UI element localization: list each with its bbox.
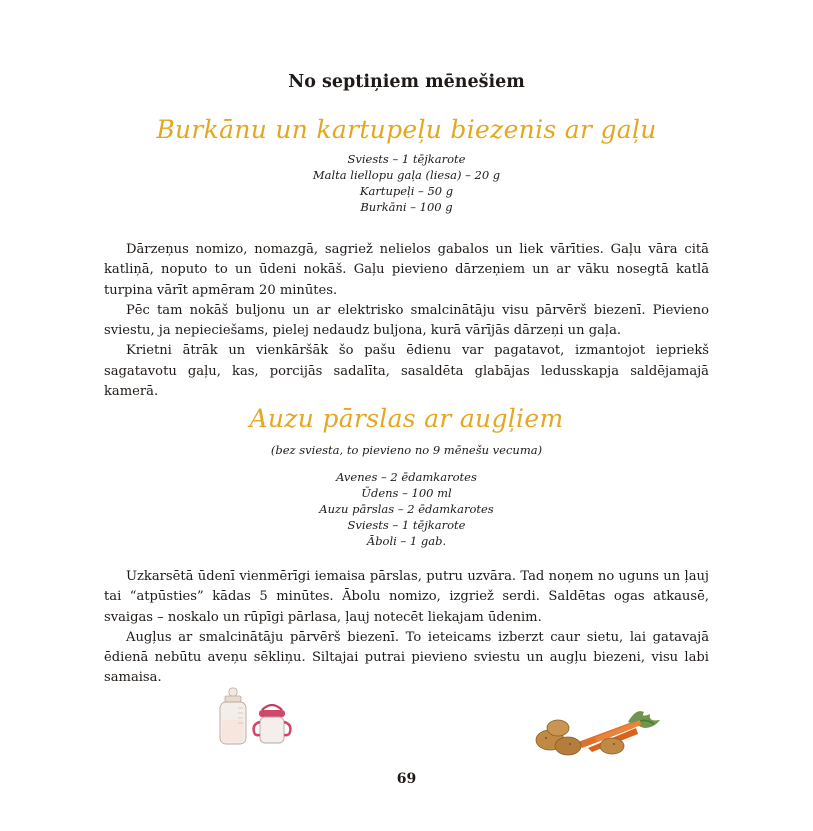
paragraph: Dārzeņus nomizo, nomazgā, sagriež nelielos gabalos un liek vārīties. Gaļu vāra citā katliņā, noputo to un ūdeni nokāš. Gaļu pievieno dārzeņiem un ar vāku nosegtā katlā turpina vārīt apmēram 20 minūtes.: [104, 242, 709, 298]
ingredient-item: Sviests – 1 tējkarote: [347, 518, 466, 532]
paragraph: Augļus ar smalcinātāju pārvērš biezenī. To ieteicams izberzt caur sietu, lai gatavajā ēdienā nebūtu aveņu sēkliņu. Siltajai putrai pievieno sviestu un augļu biezeni, visu labi samaisa.: [104, 629, 709, 686]
paragraph: Krietni ātrāk un vienkāršāk šo pašu ēdienu var pagatavot, izmantojot iepriekš sagatavotu gaļu, kas, porcijās sadalīta, sasaldēta glabājas ledusskapja saldējamajā kamerā.: [104, 343, 709, 400]
vegetables-illustration: [528, 702, 668, 762]
ingredient-list-2: [0, 469, 813, 549]
ingredient-item: Auzu pārslas – 2 ēdamkarotes: [319, 502, 494, 516]
ingredient-list-1: [0, 151, 813, 215]
ingredient-item: Avenes – 2 ēdamkarotes: [336, 470, 477, 484]
recipe-title-oat-flakes: Auzu pārslas ar augļiem: [249, 404, 564, 433]
ingredient-item: Ūdens – 100 ml: [361, 486, 452, 500]
paragraph: Pēc tam nokāš buljonu un ar elektrisko smalcinātāju visu pārvērš biezenī. Pievieno sviestu, ja nepieciešams, pielej nedaudz buljona, kurā vārījās dārzeņi un gaļa.: [104, 302, 709, 339]
page-number: 69: [396, 771, 417, 787]
section-title: No septiņiem mēnešiem: [288, 72, 525, 92]
ingredient-item: Malta liellopu gaļa (liesa) – 20 g: [312, 168, 501, 182]
paragraph: Uzkarsētā ūdenī vienmērīgi iemaisa pārslas, putru uzvāra. Tad noņem no uguns un ļauj tai “atpūsties” kādas 5 minūtes. Ābolu nomizo, izgriež serdi. Saldētas ogas atkausē, svaigas – noskalo un rūpīgi pārlasa, ļauj notecēt liekajam ūdenim.: [104, 569, 709, 625]
recipe-1-instructions: [104, 240, 709, 402]
ingredient-item: Āboli – 1 gab.: [366, 534, 447, 548]
ingredient-item: Burkāni – 100 g: [360, 200, 453, 214]
ingredient-item: Kartupeļi – 50 g: [359, 184, 454, 198]
ingredient-item: Sviests – 1 tējkarote: [347, 152, 466, 166]
recipe-2-instructions: [104, 567, 709, 689]
recipe-note: (bez sviesta, to pievieno no 9 mēnešu vecuma): [270, 443, 543, 457]
recipe-title-carrot-potato: Burkānu un kartupeļu biezenis ar gaļu: [156, 115, 657, 144]
baby-bottle-illustration: [214, 686, 304, 752]
